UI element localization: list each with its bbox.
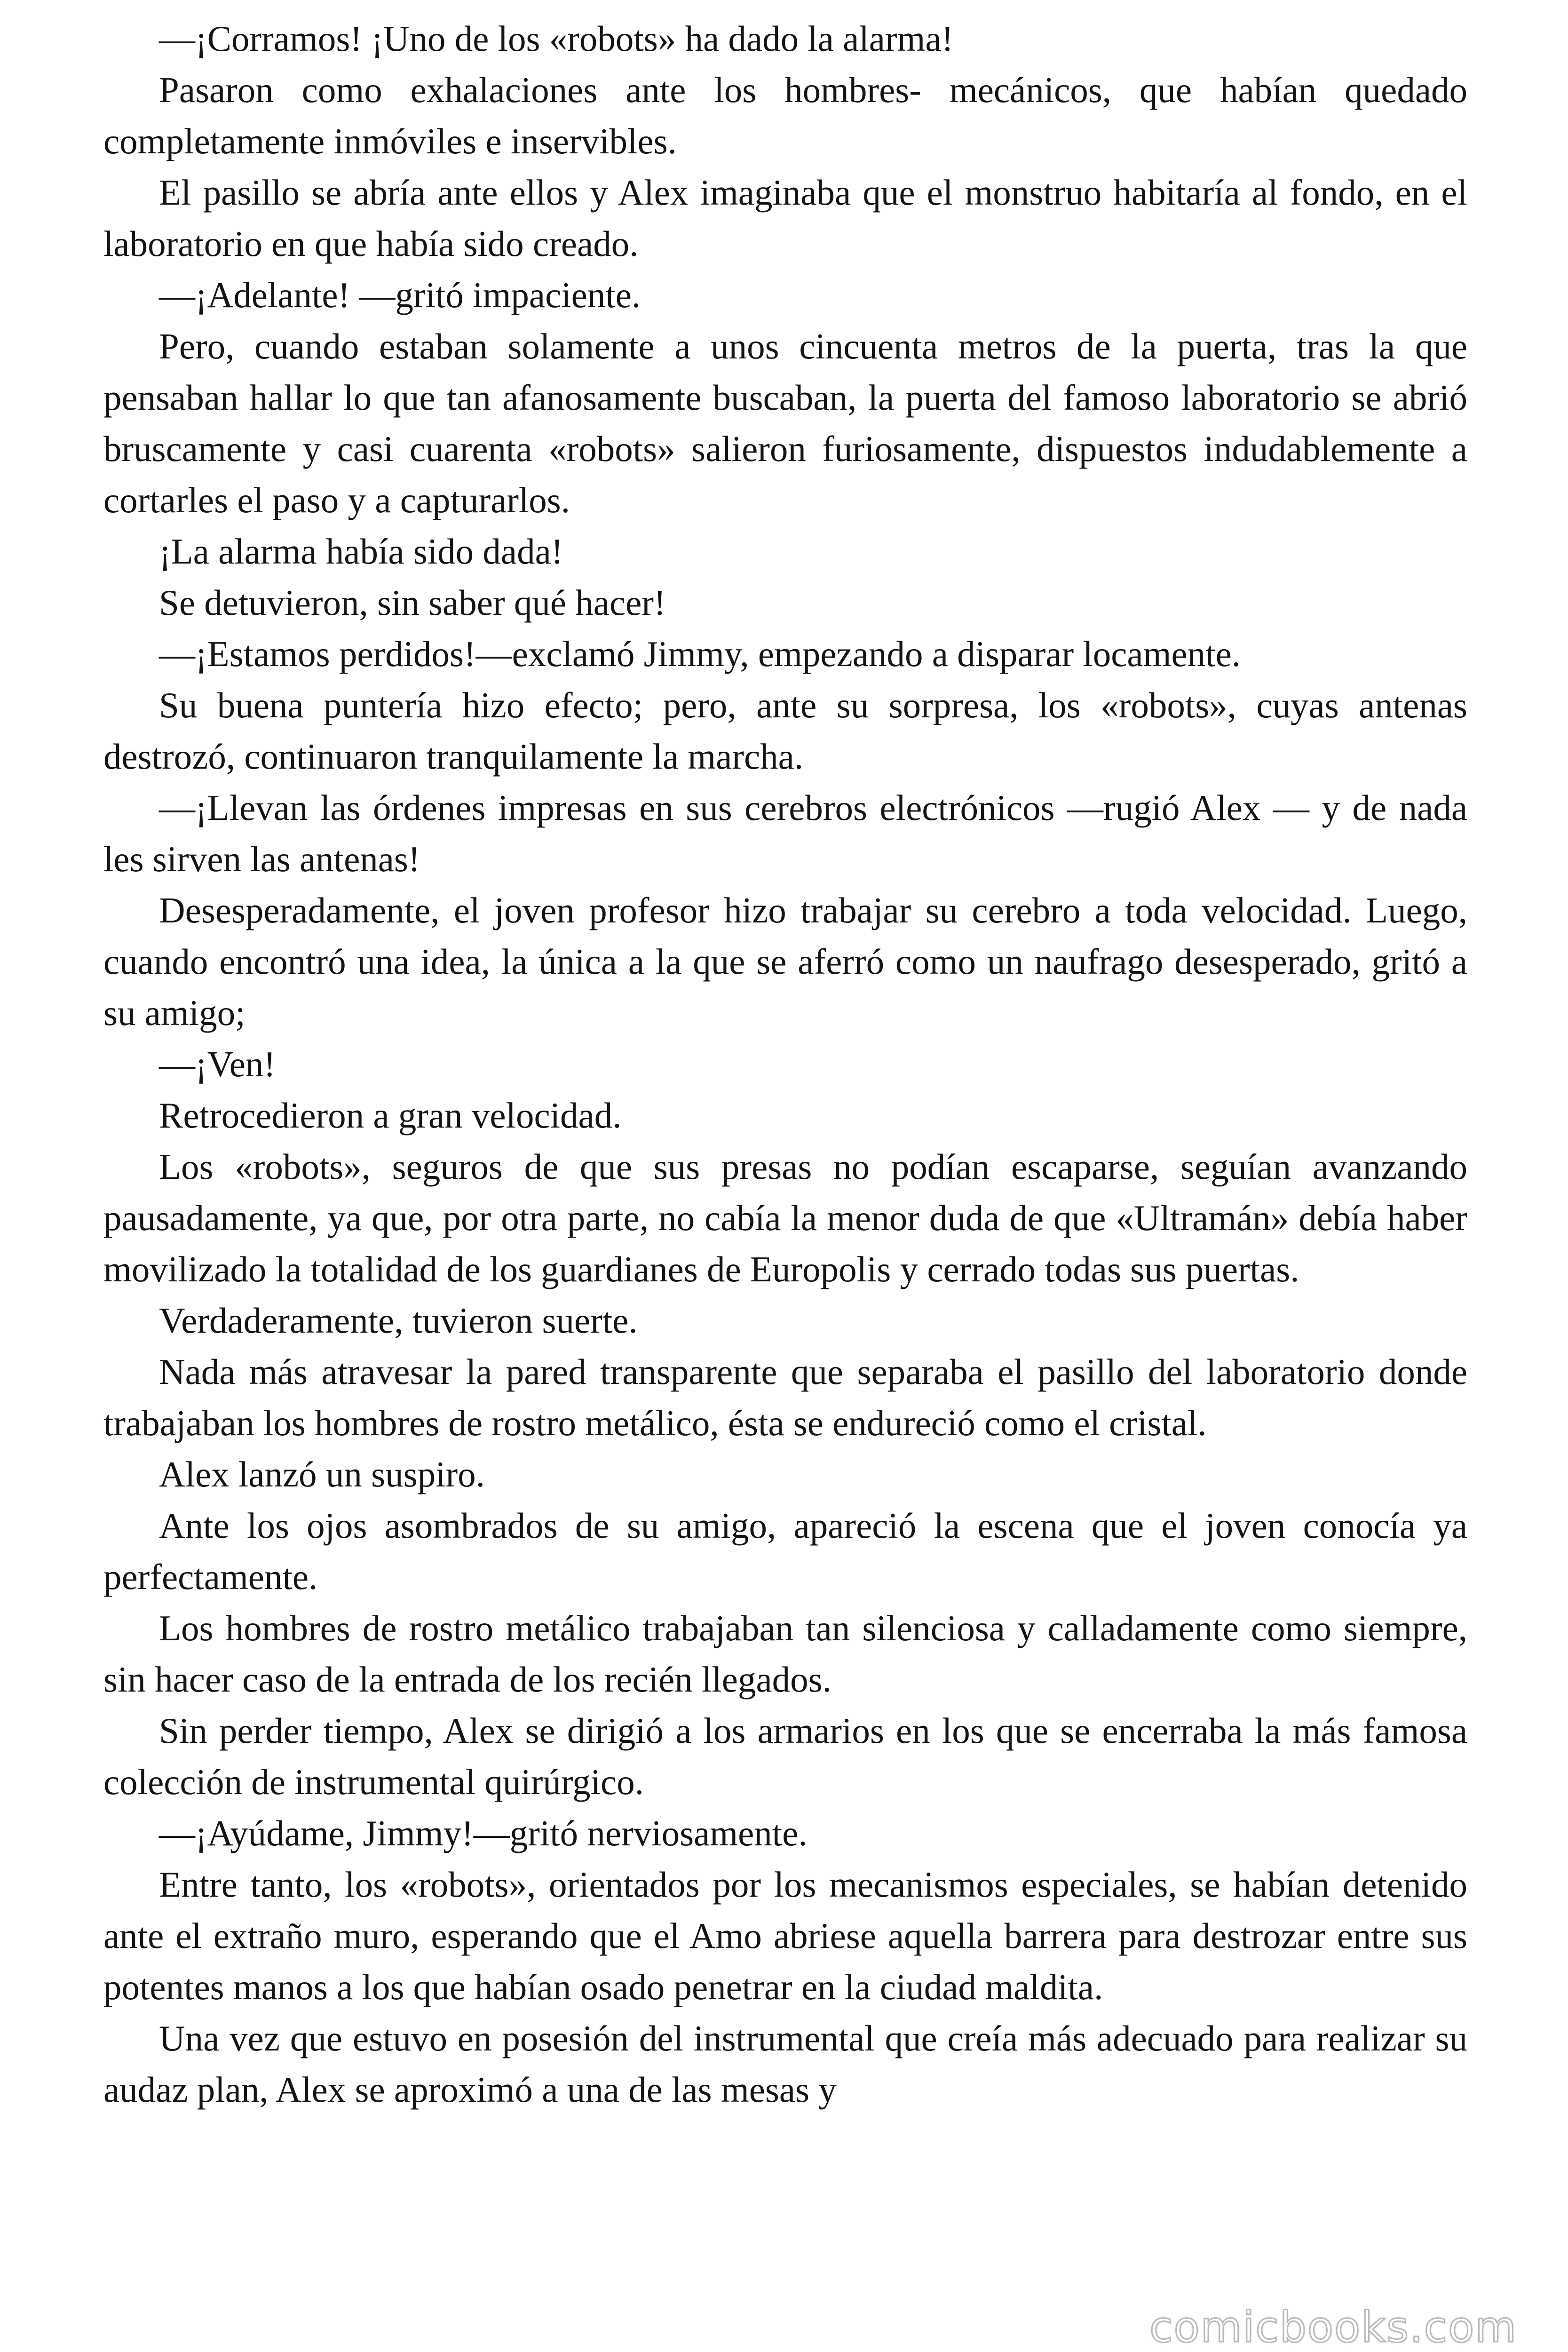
paragraph: —¡Estamos perdidos!—exclamó Jimmy, empezando a disparar locamente. bbox=[159, 634, 1241, 674]
paragraph: Verdaderamente, tuvieron suerte. bbox=[159, 1300, 638, 1341]
paragraph: —¡Ayúdame, Jimmy!—gritó nerviosamente. bbox=[159, 1813, 808, 1853]
paragraph: Entre tanto, los «robots», orientados por los mecanismos especiales, se habían detenido ante el extraño muro, esperando que el Amo abriese aquella barrera para destrozar entre sus potentes manos a los que habían osado penetrar en la ciudad maldita. bbox=[103, 1864, 1467, 2007]
paragraph: El pasillo se abría ante ellos y Alex imaginaba que el monstruo habitaría al fondo, en el laboratorio en que había sido creado. bbox=[103, 172, 1467, 264]
paragraph: Se detuvieron, sin saber qué hacer! bbox=[159, 582, 666, 623]
paragraph: Retrocedieron a gran velocidad. bbox=[159, 1095, 622, 1136]
paragraph: Los hombres de rostro metálico trabajaban tan silenciosa y calladamente como siempre, sin hacer caso de la entrada de los recién llegados. bbox=[103, 1608, 1467, 1700]
paragraph: —¡Adelante! —gritó impaciente. bbox=[159, 275, 641, 315]
paragraph: —¡Ven! bbox=[159, 1044, 276, 1084]
page-body bbox=[103, 13, 1467, 2115]
paragraph: Pero, cuando estaban solamente a unos cincuenta metros de la puerta, tras la que pensaban hallar lo que tan afanosamente buscaban, la puerta del famoso laboratorio se abrió bruscamente y casi cuarenta «robots» salieron furiosamente, dispuestos indudablemente a cortarles el paso y a capturarlos. bbox=[103, 326, 1467, 520]
paragraph: Los «robots», seguros de que sus presas no podían escaparse, seguían avanzando pausadamente, ya que, por otra parte, no cabía la menor duda de que «Ultramán» debía haber movilizado la totalidad de los guardianes de Europolis y cerrado todas sus puertas. bbox=[103, 1146, 1467, 1289]
paragraph: Desesperadamente, el joven profesor hizo trabajar su cerebro a toda velocidad. Luego, cuando encontró una idea, la única a la que se aferró como un naufrago desesperado, gritó a su amigo; bbox=[103, 890, 1467, 1033]
paragraph: Nada más atravesar la pared transparente que separaba el pasillo del laboratorio donde trabajaban los hombres de rostro metálico, ésta se endureció como el cristal. bbox=[103, 1351, 1467, 1443]
paragraph: Su buena puntería hizo efecto; pero, ante su sorpresa, los «robots», cuyas antenas destrozó, continuaron tranquilamente la marcha. bbox=[103, 685, 1467, 777]
paragraph: Pasaron como exhalaciones ante los hombres- mecánicos, que habían quedado completamente inmóviles e inservibles. bbox=[103, 70, 1467, 161]
watermark-logo: comicbooks.com bbox=[1149, 2303, 1517, 2352]
paragraph: Ante los ojos asombrados de su amigo, apareció la escena que el joven conocía ya perfectamente. bbox=[103, 1505, 1467, 1597]
paragraph: ¡La alarma había sido dada! bbox=[159, 531, 563, 572]
paragraph: —¡Corramos! ¡Uno de los «robots» ha dado la alarma! bbox=[159, 18, 954, 59]
paragraph: Alex lanzó un suspiro. bbox=[159, 1454, 485, 1494]
paragraph: Una vez que estuvo en posesión del instrumental que creía más adecuado para realizar su audaz plan, Alex se aproximó a una de las mesas y bbox=[103, 2018, 1467, 2110]
paragraph: Sin perder tiempo, Alex se dirigió a los armarios en los que se encerraba la más famosa colección de instrumental quirúrgico. bbox=[103, 1710, 1467, 1802]
paragraph: —¡Llevan las órdenes impresas en sus cerebros electrónicos —rugió Alex — y de nada les sirven las antenas! bbox=[103, 787, 1467, 879]
